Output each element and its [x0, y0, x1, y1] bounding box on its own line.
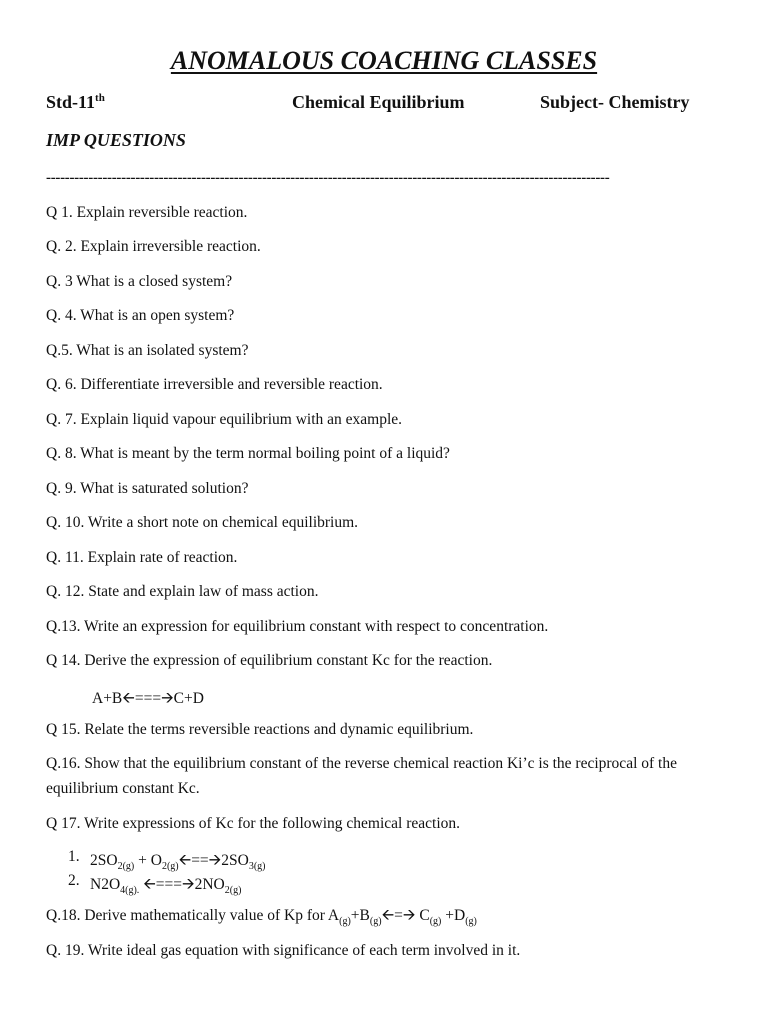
question-19: Q. 19. Write ideal gas equation with significance of each term involved in it.	[46, 942, 521, 959]
question-18: Q.18. Derive mathematically value of Kp for $A_{(g)}+B_{(g)}🡨=🡪$ $C_{(g)} +D_{(g)}$	[46, 907, 477, 928]
question-14: Q 14. Derive the expression of equilibrium constant Kc for the reaction.	[46, 652, 493, 669]
question-14-equation: A+B🡨===🡪C+D	[92, 690, 204, 707]
dashed-divider: ------------------------------------------------------------------------------------------------------------------------	[46, 170, 610, 186]
question-6: Q. 6. Differentiate irreversible and reversible reaction.	[46, 376, 383, 393]
page-title: ANOMALOUS COACHING CLASSES	[170, 46, 598, 75]
question-15: Q 15. Relate the terms reversible reactions and dynamic equilibrium.	[46, 721, 474, 738]
reaction-2: $N2O_{4(g).}$ $🡨===🡪2NO_{2(g)}$	[90, 876, 242, 897]
topic-label: Chemical Equilibrium	[292, 92, 465, 112]
standard-suffix: th	[95, 92, 105, 104]
question-17: Q 17. Write expressions of Kc for the following chemical reaction.	[46, 815, 461, 832]
question-1: Q 1. Explain reversible reaction.	[46, 204, 248, 221]
question-5: Q.5. What is an isolated system?	[46, 342, 249, 359]
reaction-1: $2SO_{2(g)}$ + $O_{2(g)}🡨==🡪2SO_{3(g)}$	[90, 852, 266, 873]
standard-label: Std-11th	[46, 92, 105, 112]
question-2: Q. 2. Explain irreversible reaction.	[46, 238, 261, 255]
reaction-1-number: 1.	[68, 848, 80, 865]
question-10: Q. 10. Write a short note on chemical equilibrium.	[46, 514, 359, 531]
question-8: Q. 8. What is meant by the term normal boiling point of a liquid?	[46, 445, 450, 462]
section-heading: IMP QUESTIONS	[46, 130, 186, 150]
question-4: Q. 4. What is an open system?	[46, 307, 235, 324]
reaction-2-number: 2.	[68, 872, 80, 889]
question-13: Q.13. Write an expression for equilibrium constant with respect to concentration.	[46, 618, 549, 635]
question-12: Q. 12. State and explain law of mass action.	[46, 583, 319, 600]
question-7: Q. 7. Explain liquid vapour equilibrium with an example.	[46, 411, 403, 428]
question-16: Q.16. Show that the equilibrium constant of the reverse chemical reaction Ki’c is the reciprocal of the equilibrium constant Kc.	[46, 755, 677, 797]
question-3: Q. 3 What is a closed system?	[46, 273, 233, 290]
subject-label: Subject- Chemistry	[540, 92, 690, 112]
question-9: Q. 9. What is saturated solution?	[46, 480, 249, 497]
question-11: Q. 11. Explain rate of reaction.	[46, 549, 238, 566]
